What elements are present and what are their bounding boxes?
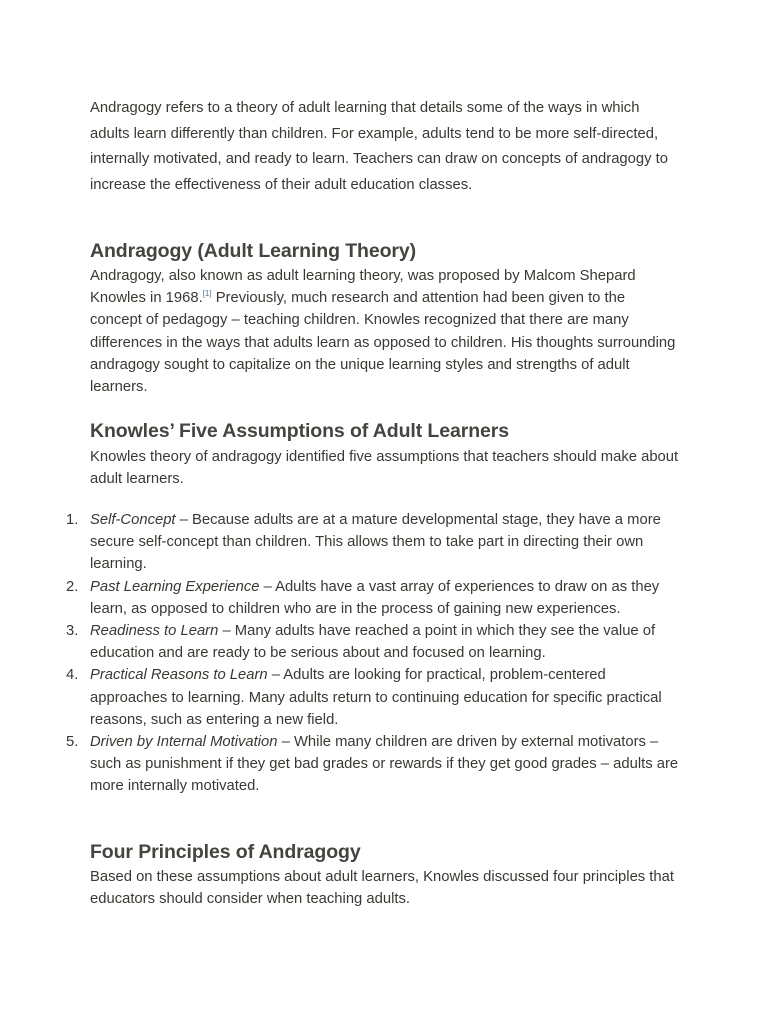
list-item-text: – While many children are driven by external motivators – such as punishment if they get bad grades or rewards if they get good grades – adults are more internally motivated. xyxy=(90,734,679,795)
list-item-number: 4. xyxy=(66,667,79,684)
list-item-text: – Because adults are at a mature developmental stage, they have a more secure self-concept than children. This allows them to take part in directing their own learning. xyxy=(90,512,661,573)
section-heading-five-assumptions: Knowles’ Five Assumptions of Adult Learners xyxy=(90,420,509,442)
list-item-number: 3. xyxy=(66,623,79,640)
five-assumptions-paragraph: Knowles theory of andragogy identified five assumptions that teachers should make about adult learners. xyxy=(90,449,679,488)
list-item-number: 2. xyxy=(66,578,79,595)
andragogy-paragraph-part1: Andragogy, also known as adult learning theory, was proposed by Malcom Shepard Knowles in 1968. xyxy=(90,268,636,307)
assumptions-list xyxy=(66,509,680,798)
list-item-text: – Adults have a vast array of experiences to draw on as they learn, as opposed to children who are in the process of gaining new experiences. xyxy=(90,578,660,617)
list-item-term: Self-Concept xyxy=(90,512,176,528)
list-item xyxy=(66,509,680,576)
list-item-term: Practical Reasons to Learn xyxy=(90,667,268,684)
list-item-term: Past Learning Experience xyxy=(90,578,260,595)
section-heading-four-principles: Four Principles of Andragogy xyxy=(90,841,361,863)
list-item-term: Readiness to Learn xyxy=(90,623,219,640)
list-item-number: 5. xyxy=(66,734,79,751)
footnote-reference-link[interactable]: [1] xyxy=(202,289,212,299)
list-item-term: Driven by Internal Motivation xyxy=(90,734,278,751)
list-item xyxy=(66,731,680,798)
list-item-text: – Many adults have reached a point in which they see the value of education and are ready to be serious about and focused on learning. xyxy=(90,623,656,662)
list-item xyxy=(66,620,680,664)
four-principles-paragraph: Based on these assumptions about adult learners, Knowles discussed four principles that educators should consider when teaching adults. xyxy=(90,869,674,908)
andragogy-paragraph xyxy=(90,265,680,398)
intro-paragraph: Andragogy refers to a theory of adult learning that details some of the ways in which adults learn differently than children. For example, adults tend to be more self-directed, internally motivated, and ready to learn. Teachers can draw on concepts of andragogy to increase the effectiveness of their adult education classes. xyxy=(90,100,668,193)
list-item xyxy=(66,664,680,731)
list-item-number: 1. xyxy=(66,512,79,528)
list-item-text: – Adults are looking for practical, problem-centered approaches to learning. Many adults return to continuing education for specific practical reasons, such as entering a new field. xyxy=(90,667,662,728)
section-heading-andragogy: Andragogy (Adult Learning Theory) xyxy=(90,240,417,262)
andragogy-paragraph-part2: Previously, much research and attention had been given to the concept of pedagogy – teaching children. Knowles recognized that there are many differences in the ways that adults learn as opposed to children. His thoughts surrounding andragogy sought to capitalize on the unique learning styles and strengths of adult learners. xyxy=(90,290,676,396)
list-item xyxy=(66,576,680,620)
